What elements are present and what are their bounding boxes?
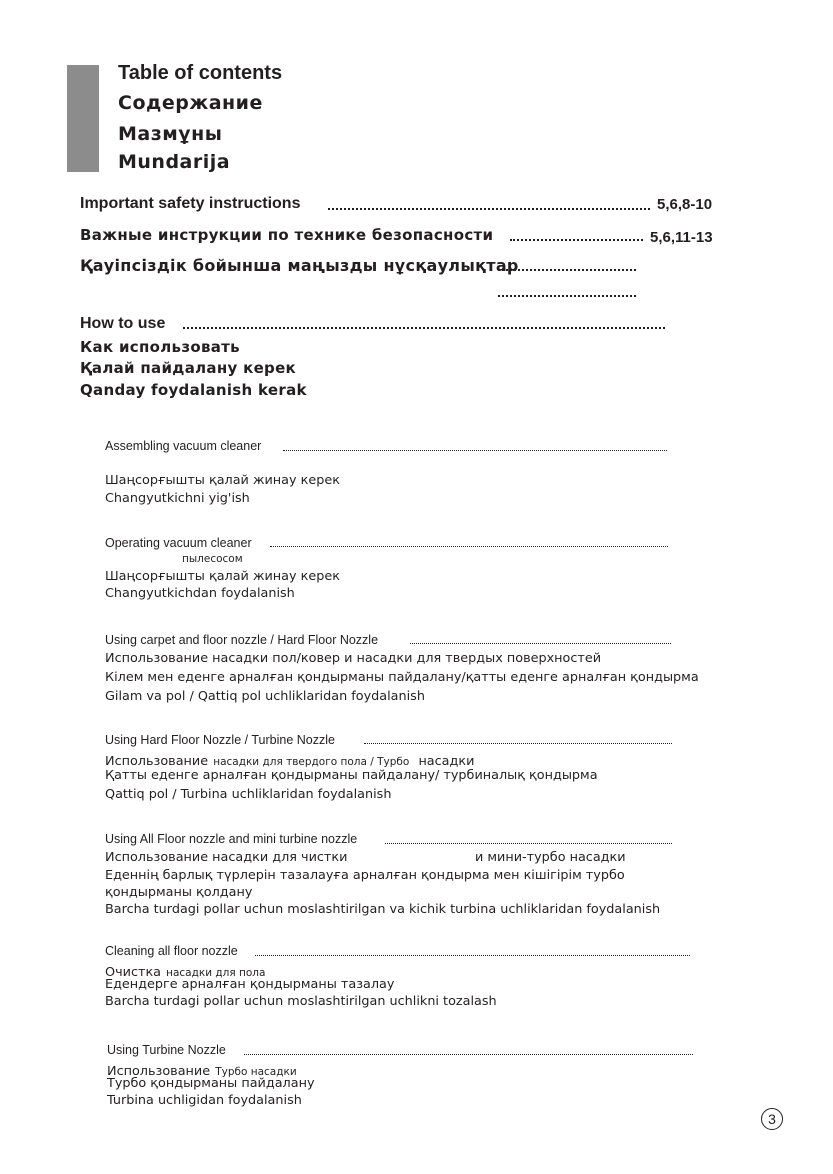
allfloor-kz-1: Еденнің барлық түрлерін тазалауға арналған қондырма мен кішігірім турбо [105,868,625,883]
safety-en: Important safety instructions [80,195,301,212]
carpet-en: Using carpet and floor nozzle / Hard Floor Nozzle [105,633,379,647]
dot-leader [498,295,636,297]
howto-ru: Как использовать [80,338,240,356]
hardturbine-ru-c: насадки [418,754,475,769]
carpet-kz: Кілем мен еденге арналған қондырманы пайдалану/қатты еденге арналған қондырма [105,670,699,685]
turbine-kz: Турбо қондырманы пайдалану [107,1076,315,1091]
allfloor-kz-2: қондырманы қолдану [105,885,253,900]
carpet-uz: Gilam va pol / Qattiq pol uchliklaridan foydalanish [105,689,425,704]
page-number: 3 [761,1108,783,1130]
assembling-uz: Changyutkichni yig'ish [105,491,250,506]
assembling-kz: Шаңсорғышты қалай жинау керек [105,473,340,488]
operating-en: Operating vacuum cleaner [105,536,252,550]
hardturbine-uz: Qattiq pol / Turbina uchliklaridan foydalanish [105,787,392,802]
howto-kz: Қалай пайдалану керек [80,359,297,377]
operating-uz: Changyutkichdan foydalanish [105,586,295,601]
carpet-ru: Использование насадки пол/ковер и насадки для твердых поверхностей [105,651,602,666]
hardturbine-ru-a: Использование [105,754,209,769]
allfloor-uz: Barcha turdagi pollar uchun moslashtirilgan va kichik turbina uchliklaridan foydalanish [105,902,661,917]
operating-kz: Шаңсорғышты қалай жинау керек [105,569,340,584]
cleaning-en: Cleaning all floor nozzle [105,944,238,958]
turbine-en: Using Turbine Nozzle [107,1043,226,1057]
title-uz: Mundarija [118,151,231,173]
title-ru: Содержание [118,92,263,114]
hardturbine-ru-b: насадки для твердого пола / Турбо [213,756,410,768]
dot-leader [328,208,650,210]
dot-leader [255,955,690,956]
operating-ru: пылесосом [182,553,243,565]
allfloor-ru-a: Использование насадки для чистки [105,850,348,865]
safety-kz: Қауіпсіздік бойынша маңызды нұсқаулықтар [80,256,519,275]
dot-leader [498,269,636,271]
title-kz: Мазмұны [118,123,223,145]
dot-leader [183,327,665,329]
turbine-uz: Turbina uchligidan foydalanish [107,1093,302,1108]
hardturbine-ru [105,750,474,769]
assembling-en: Assembling vacuum cleaner [105,439,262,453]
dot-leader [510,239,643,241]
title-side-bar [67,65,99,172]
cleaning-ru-a: Очистка [105,965,162,980]
dot-leader [385,843,672,844]
dot-leader [283,450,667,451]
dot-leader [410,643,671,644]
allfloor-en: Using All Floor nozzle and mini turbine nozzle [105,832,358,846]
howto-en: How to use [80,315,166,332]
cleaning-ru-b: насадки для пола [166,967,266,979]
safety-ru-pages: 5,6,11-13 [650,229,713,246]
title-en: Table of contents [118,62,283,84]
turbine-ru-b: Турбо насадки [215,1066,297,1078]
turbine-ru-a: Использование [107,1064,211,1079]
howto-uz: Qanday foydalanish kerak [80,381,307,399]
allfloor-ru-b: и мини-турбо насадки [475,850,626,865]
cleaning-uz: Barcha turdagi pollar uchun moslashtirilgan uchlikni tozalash [105,994,497,1009]
safety-en-pages: 5,6,8-10 [657,196,713,213]
dot-leader [270,546,668,547]
dot-leader [364,743,672,744]
cleaning-kz: Едендерге арналған қондырманы тазалау [105,977,395,992]
hardturbine-kz: Қатты еденге арналған қондырманы пайдалану/ турбиналық қондырма [105,768,598,783]
dot-leader [244,1054,693,1055]
safety-ru: Важные инструкции по технике безопасности [80,226,494,244]
hardturbine-en: Using Hard Floor Nozzle / Turbine Nozzle [105,733,335,747]
